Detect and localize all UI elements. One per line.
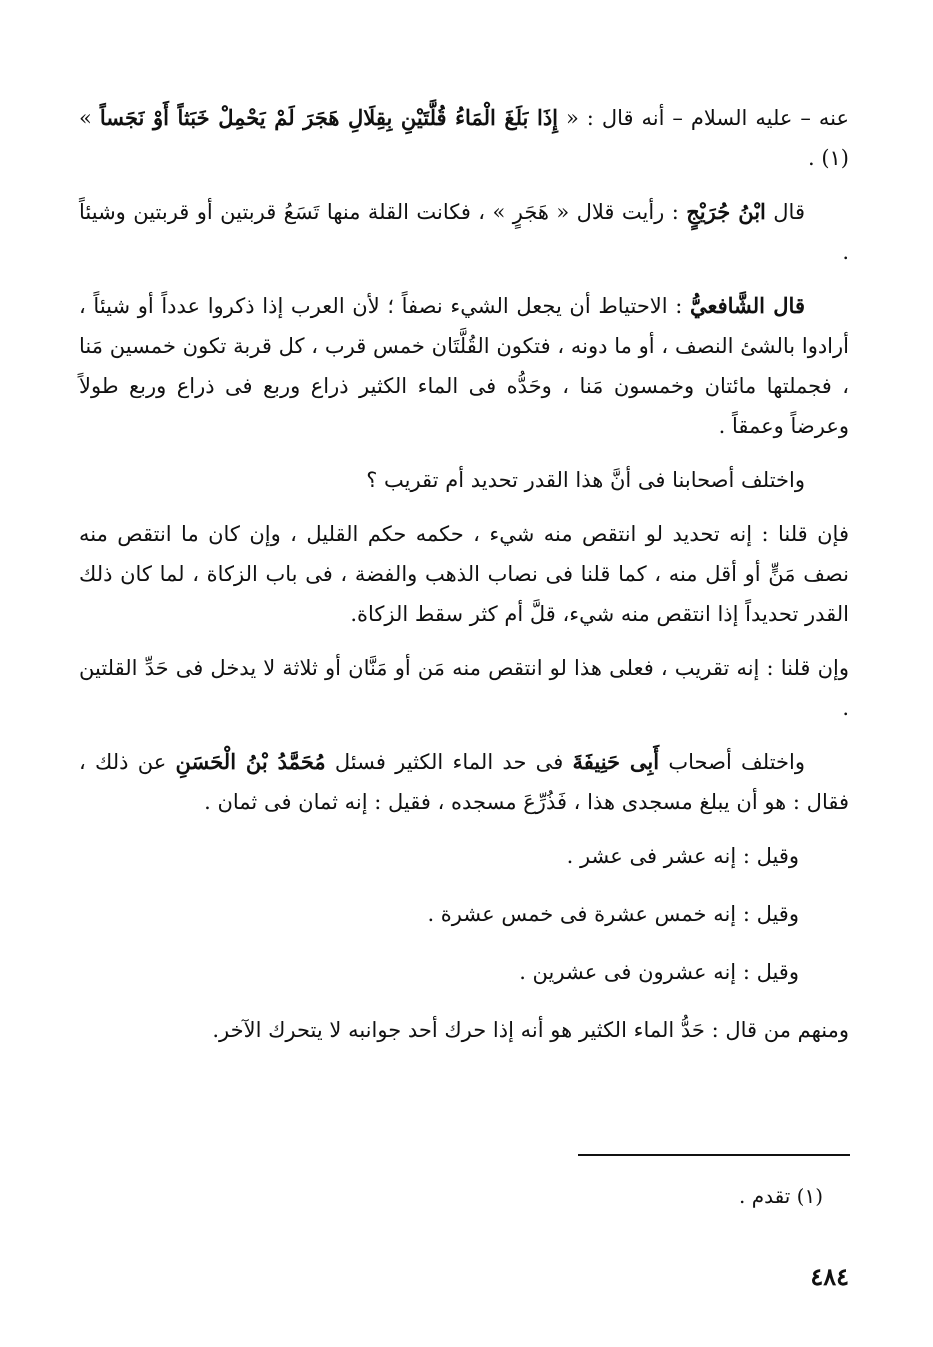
final-paragraph: ومنهم من قال : حَدُّ الماء الكثير هو أنه إذا حرك أحد جوانبه لا يتحرك الآخر. [212,1018,849,1042]
hadith-paragraph [79,98,849,178]
scholar-name: ابْنُ جُرَيْجٍ [686,199,766,224]
text-run: عن ذلك ، فقال : هو أن يبلغ مسجدى هذا ، فَذُرِّعَ مسجده ، فقيل : إنه ثمان فى ثمان . [79,750,849,814]
text-run: فى حد الماء الكثير فسئل [325,750,573,774]
text-run: عنه – عليه السلام – أنه قال : « [558,106,849,130]
text-run: : رأيت قلال « هَجَرٍ » ، فكانت القلة منها تَسَعُ قربتين أو قربتين وشيئاً . [79,200,849,264]
opinion-line-2: وقيل : إنه خمس عشرة فى خمس عشرة . [427,902,799,926]
shafii-paragraph [79,286,849,446]
footnote-divider [578,1154,850,1156]
opinion-line-3: وقيل : إنه عشرون فى عشرين . [519,960,799,984]
taqrib-paragraph [79,648,849,728]
text-run: واختلف أصحاب [659,750,806,774]
scholar-name: أَبِى حَنِيفَةَ [572,749,660,774]
tahdid-paragraph [79,514,849,634]
ibn-jurayj-paragraph [79,192,849,272]
footnote: (١) تقدم . [738,1184,823,1208]
disagreement-paragraph [79,460,849,500]
opinion-line-1: وقيل : إنه عشر فى عشر . [566,844,799,868]
text-run: واختلف أصحابنا فى أنَّ هذا القدر تحديد أم تقريب ؟ [366,468,805,492]
text-run: قال [765,293,805,318]
page-number: ٤٨٤ [810,1262,849,1291]
text-run: قال [765,200,805,224]
main-text [79,98,849,1064]
scholar-name: الشَّافعيُّ [689,293,766,318]
text-run: » (١) . [79,106,849,170]
scholar-name: مُحَمَّدُ بْنُ الْحَسَنِ [175,749,326,774]
text-run: وإن قلنا : إنه تقريب ، فعلى هذا لو انتقص منه مَن أو مَنَّان أو ثلاثة لا يدخل فى حَدِّ القلتين . [79,656,849,720]
text-run: : الاحتياط أن يجعل الشيء نصفاً ؛ لأن العرب إذا ذكروا عدداً أو شيئاً ، أرادوا بالشئ النصف ، أو ما دونه ، فتكون القُلَّتَان خمس قرب ، كل قربة تكون خمسين مَنا ، فجملتها مائتان وخمسون مَنا ، وحَدُّه فى الماء الكثير ذراع وربع فى ذراع وربع طولاً وعرضاً وعمقاً . [79,294,849,438]
hanafi-paragraph [79,742,849,822]
text-run: فإن قلنا : إنه تحديد لو انتقص منه شيء ، حكمه حكم القليل ، وإن كان ما انتقص منه نصف مَنٍّ أو أقل منه ، كما قلنا فى نصاب الذهب والفضة ، فى باب الزكاة ، لما كان ذلك القدر تحديداً إذا انتقص منه شيء، قلَّ أم كثر سقط الزكاة. [79,522,849,626]
hadith-quote: إِذَا بَلَغَ الْمَاءُ قُلَّتَيْنِ بِقِلَالِ هَجَرَ لَمْ يَحْمِلْ خَبَثاً أَوْ نَجَساً [99,105,559,130]
